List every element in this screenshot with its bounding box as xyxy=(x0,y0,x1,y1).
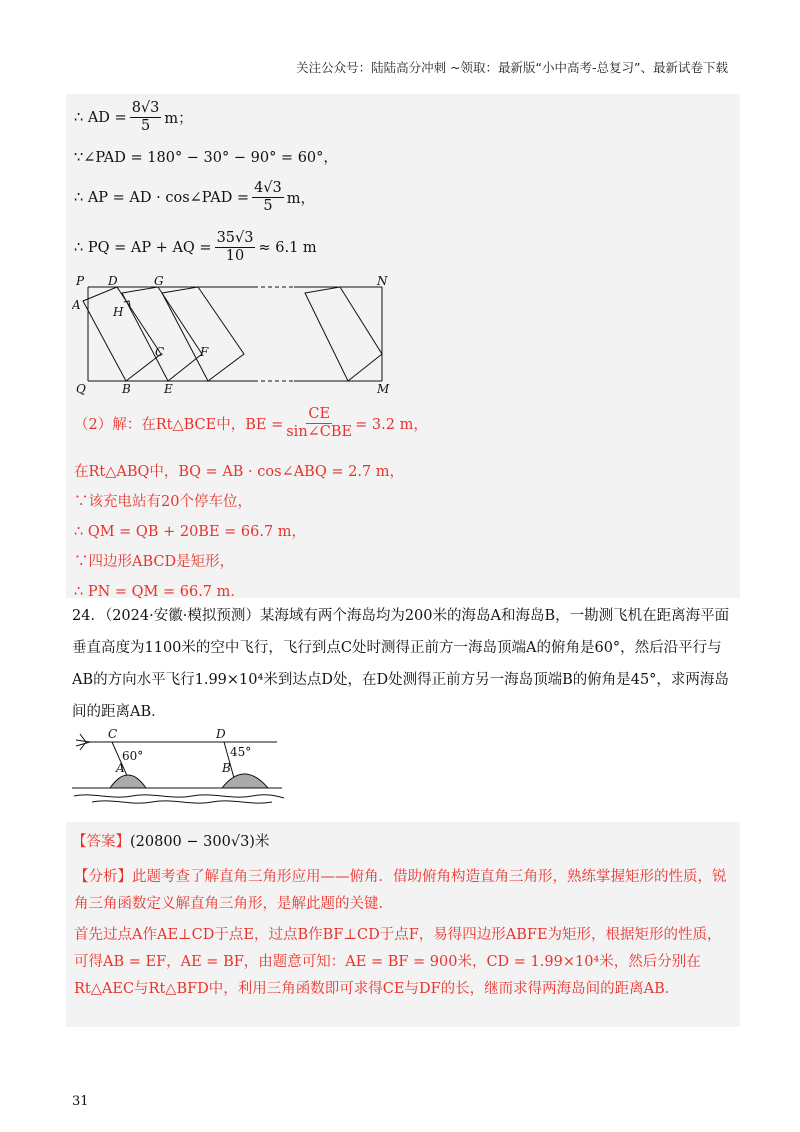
analysis-p1: 【分析】此题考查了解直角三角形应用——俯角．借助俯角构造直角三角形，熟练掌握矩形的性质，锐角三角函数定义解直角三角形，是解此题的关键． xyxy=(74,869,727,912)
label-a: A xyxy=(72,298,81,312)
label-b: B xyxy=(122,382,131,396)
label-c: C xyxy=(155,345,165,359)
island-figure xyxy=(72,726,302,808)
page-number: 31 xyxy=(72,1094,89,1109)
label-45: 45° xyxy=(230,745,252,759)
label-f: F xyxy=(200,345,209,359)
eq-pq: ∴ PQ = AP + AQ = $\frac{35√3}{10}$ ≈ 6.1 m xyxy=(74,230,317,264)
label-d: D xyxy=(108,276,118,288)
sol2-parking: ∵该充电站有20个停车位， xyxy=(74,494,252,510)
label-a2: A xyxy=(116,761,125,775)
parking-figure xyxy=(72,276,402,396)
sol2-rect: ∵四边形ABCD是矩形， xyxy=(74,554,235,570)
label-q: Q xyxy=(76,382,86,396)
label-h: H xyxy=(113,305,124,319)
label-d2: D xyxy=(216,727,226,741)
label-60: 60° xyxy=(122,749,144,763)
sol2-bq: 在Rt△ABQ中，BQ = AB · cos∠ABQ = 2.7 m， xyxy=(74,464,405,480)
label-m: M xyxy=(377,382,390,396)
label-n: N xyxy=(377,276,388,288)
label-c2: C xyxy=(108,727,118,741)
label-e: E xyxy=(164,382,173,396)
eq-ap: ∴ AP = AD · cos∠PAD = $\frac{4√3}{5}$ m， xyxy=(74,180,316,214)
answer-block xyxy=(66,822,740,1027)
answer-line: 【答案】(20800 − 300√3)米 xyxy=(72,834,270,850)
sol2-pn: ∴ PN = QM = 66.7 m． xyxy=(74,584,245,600)
page-header: 关注公众号：陆陆高分冲刺 ~领取：最新版“小中高考-总复习”、最新试卷下载 xyxy=(296,60,728,75)
eq-pad: ∵∠PAD = 180° − 30° − 90° = 60°， xyxy=(74,150,338,166)
question-24: 24．（2024·安徽·模拟预测）某海域有两个海岛均为200米的海岛A和海岛B，一勘测飞机在距离海平面垂直高度为1100米的空中飞行，飞行到点C处时测得正前方一海岛顶端A的俯角是60°，然后沿平行与AB的方向水平飞行1.99×10⁴米到达点D处，在D处测得正前方另一海岛顶端B的俯角是45°，求两海岛间的距离AB． xyxy=(72,608,730,720)
label-p: P xyxy=(76,276,85,288)
label-g: G xyxy=(154,276,164,288)
solution-block xyxy=(66,94,740,598)
eq-ad: ∴ AD = $\frac{8√3}{5}$ m； xyxy=(74,100,193,134)
analysis-p2: 首先过点A作AE⊥CD于点E，过点B作BF⊥CD于点F，易得四边形ABFE为矩形，根据矩形的性质，可得AB = EF，AE = BF，由题意可知：AE = BF = 900米，CD = 1.99×10⁴米，然后分别在Rt△AEC与Rt△BFD中，利用三角函数即可求得CE与DF的长，继而求得两海岛间的距离AB． xyxy=(74,927,722,997)
label-b2: B xyxy=(222,761,231,775)
sol2-be: （2）解：在Rt△BCE中，BE = $\frac{CE}{\text{sin∠CBE}}$ = 3.2 m， xyxy=(74,406,428,440)
sol2-qm: ∴ QM = QB + 20BE = 66.7 m， xyxy=(74,524,307,540)
